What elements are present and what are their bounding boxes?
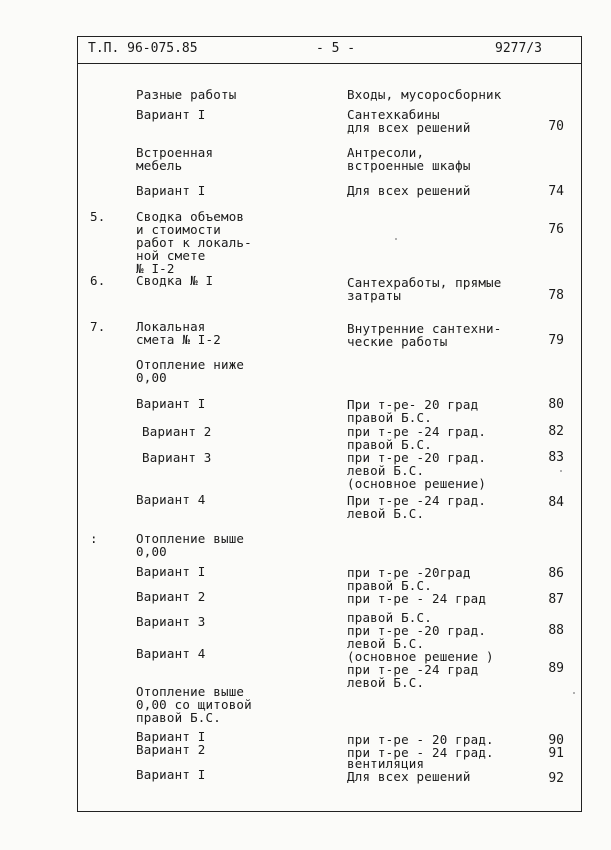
entry-title: Сводка объемов и стоимости работ к локаль- ной смете № I-2: [136, 209, 252, 276]
header-divider: [77, 63, 582, 64]
entry-description: вентиляция: [347, 756, 425, 771]
scan-speck: [560, 470, 562, 472]
entry-title: Разные работы: [136, 87, 237, 102]
page-reference: 74: [548, 184, 564, 199]
entry-title: Вариант 4: [136, 492, 206, 507]
page-reference: 70: [548, 119, 564, 134]
entry-description: при т-ре -20 град. левой Б.С. (основное решение): [347, 450, 487, 491]
entry-title: Вариант 3: [136, 614, 206, 629]
page-reference: 78: [548, 288, 564, 303]
entry-title: Отопление ниже 0,00: [136, 357, 245, 385]
entry-description: Для всех решений: [347, 769, 471, 784]
entry-description: При т-ре -24 град. левой Б.С.: [347, 493, 487, 521]
entry-description: При т-ре- 20 град правой Б.С.: [347, 397, 479, 425]
section-number: 7.: [90, 319, 106, 334]
entry-title: Вариант I: [136, 107, 206, 122]
page-reference: 79: [548, 333, 564, 348]
document-code: Т.П. 96-075.85: [88, 41, 198, 56]
page-reference: 92: [548, 771, 564, 786]
page-reference: 83: [548, 450, 564, 465]
page-reference: 82: [548, 424, 564, 439]
entry-description: (основное решение ) при т-ре -24 град левой Б.С.: [347, 649, 494, 690]
entry-title: Локальная смета № I-2: [136, 319, 221, 347]
entry-description: Антресоли, встроенные шкафы: [347, 145, 471, 173]
entry-title: Встроенная мебель: [136, 145, 214, 173]
section-number: :: [90, 531, 98, 546]
entry-title: Вариант I: [136, 564, 206, 579]
entry-title: Вариант I: [136, 396, 206, 411]
entry-title: Вариант I Вариант 2: [136, 729, 206, 757]
entry-title: Вариант 4: [136, 646, 206, 661]
entry-title: Вариант I: [136, 767, 206, 782]
entry-title: Сводка № I: [136, 273, 214, 288]
entry-title: Вариант I: [136, 183, 206, 198]
scan-speck: [395, 238, 397, 240]
entry-description: при т-ре - 24 град: [347, 591, 487, 606]
page-reference: 87: [548, 592, 564, 607]
page-number: - 5 -: [316, 41, 356, 56]
entry-description: Внутренние сантехни- ческие работы: [347, 321, 502, 349]
scan-speck: [573, 692, 575, 694]
page-reference: 86: [548, 566, 564, 581]
entry-description: Для всех решений: [347, 183, 471, 198]
entry-description: правой Б.С. при т-ре -20 град. левой Б.С.: [347, 610, 487, 651]
section-number: 5.: [90, 209, 106, 224]
entry-description: при т-ре - 20 град. при т-ре - 24 град.: [347, 732, 494, 760]
section-number: 6.: [90, 273, 106, 288]
entry-description: Входы, мусоросборник: [347, 87, 502, 102]
entry-title: Вариант 2: [136, 589, 206, 604]
entry-description: при т-ре -24 град. правой Б.С.: [347, 424, 487, 452]
page-reference: 84: [548, 495, 564, 510]
entry-description: Сантехработы, прямые затраты: [347, 275, 502, 303]
entry-title: Отопление выше 0,00 со щитовой правой Б.С.: [136, 684, 252, 725]
page-reference: 80: [548, 397, 564, 412]
entry-title: Отопление выше 0,00: [136, 531, 245, 559]
entry-title: Вариант 2: [142, 424, 212, 439]
entry-description: при т-ре -20град правой Б.С.: [347, 565, 471, 593]
page-reference: 76: [548, 222, 564, 237]
page-reference: 88: [548, 623, 564, 638]
entry-description: Сантехкабины для всех решений: [347, 107, 471, 135]
page-reference: 90 91: [548, 733, 564, 761]
entry-title: Вариант 3: [142, 450, 212, 465]
document-number: 9277/3: [495, 41, 542, 56]
page-reference: 89: [548, 661, 564, 676]
